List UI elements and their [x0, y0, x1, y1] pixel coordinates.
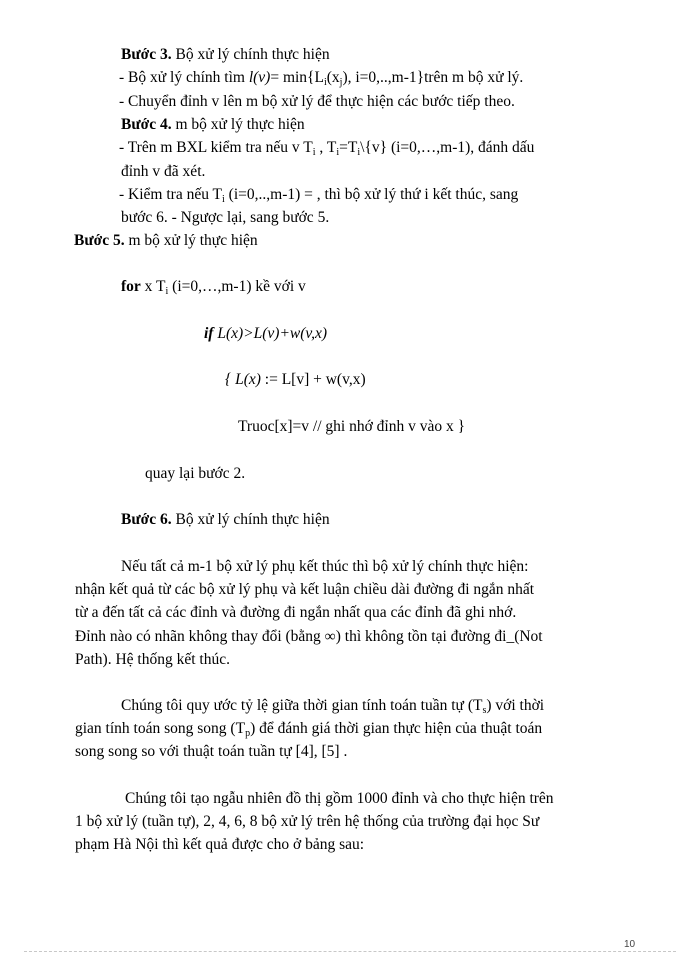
- step4-line4: bước 6. - Ngược lại, sang bước 5.: [121, 209, 330, 226]
- step6-heading: Bước 6. Bộ xử lý chính thực hiện: [121, 511, 330, 528]
- step4-heading: Bước 4. m bộ xử lý thực hiện: [121, 116, 305, 133]
- step4-line2: đỉnh v đã xét.: [121, 163, 206, 180]
- para2-line2: gian tính toán song song $(T_p)$ để đánh giá thời gian thực hiện của thuật toán: [75, 720, 543, 739]
- step3-line1: - Bộ xử lý chính tìm $l(v)= \min\{L_i(x_j)$, i=0,..,m-1}trên m bộ xử lý.: [119, 69, 524, 88]
- step5-if-line: if L(x)>L(v)+w(v,x): [204, 325, 328, 342]
- para2-line3: song song so với thuật toán tuần tự [4], [5] .: [75, 743, 348, 760]
- step3-line2: - Chuyển đỉnh v lên m bộ xử lý để thực hiện các bước tiếp theo.: [119, 93, 515, 110]
- step5-back-line: quay lại bước 2.: [145, 465, 246, 482]
- footer-divider: [24, 951, 676, 952]
- para1-line: Đỉnh nào có nhãn không thay đổi (bằng ∞) thì không tồn tại đường đi_(Not: [75, 628, 543, 645]
- step5-assign-line: { L(x) := L[v] + w(v,x): [225, 371, 366, 388]
- para1-line: Nếu tất cả m-1 bộ xử lý phụ kết thúc thì bộ xử lý chính thực hiện:: [121, 558, 529, 575]
- step5-for-line: for x $T_i$ (i=0,…,m-1) kề với v: [121, 278, 306, 297]
- para1-line: nhận kết quả từ các bộ xử lý phụ và kết luận chiều dài đường đi ngắn nhất: [75, 581, 535, 598]
- para1-line: từ a đến tất cả các đỉnh và đường đi ngắn nhất qua các đỉnh đã ghi nhớ.: [75, 604, 517, 621]
- para1-line: Path). Hệ thống kết thúc.: [75, 651, 230, 668]
- step5-truoc-line: Truoc[x]=v // ghi nhớ đỉnh v vào x }: [238, 418, 466, 435]
- step4-line3: - Kiểm tra nếu $T_i$ (i=0,..,m-1) = , thì bộ xử lý thứ i kết thúc, sang: [119, 186, 519, 205]
- para3-line: Chúng tôi tạo ngẫu nhiên đồ thị gồm 1000 đỉnh và cho thực hiện trên: [125, 790, 554, 807]
- step4-line1: - Trên m BXL kiểm tra nếu v $T_i$ , $T_i=T_i\backslash\{v\}$ (i=0,…,m-1), đánh dấu: [119, 139, 535, 158]
- page-number: 10: [624, 939, 636, 950]
- para3-line: 1 bộ xử lý (tuần tự), 2, 4, 6, 8 bộ xử lý trên hệ thống của trường đại học Sư: [75, 813, 540, 830]
- para2-line1: Chúng tôi quy ước tỷ lệ giữa thời gian tính toán tuần tự $(T_s)$ với thời: [121, 697, 545, 716]
- step5-heading: Bước 5. m bộ xử lý thực hiện: [74, 232, 258, 249]
- para3-line: phạm Hà Nội thì kết quả được cho ở bảng sau:: [75, 836, 365, 853]
- step3-heading: Bước 3. Bộ xử lý chính thực hiện: [121, 46, 330, 63]
